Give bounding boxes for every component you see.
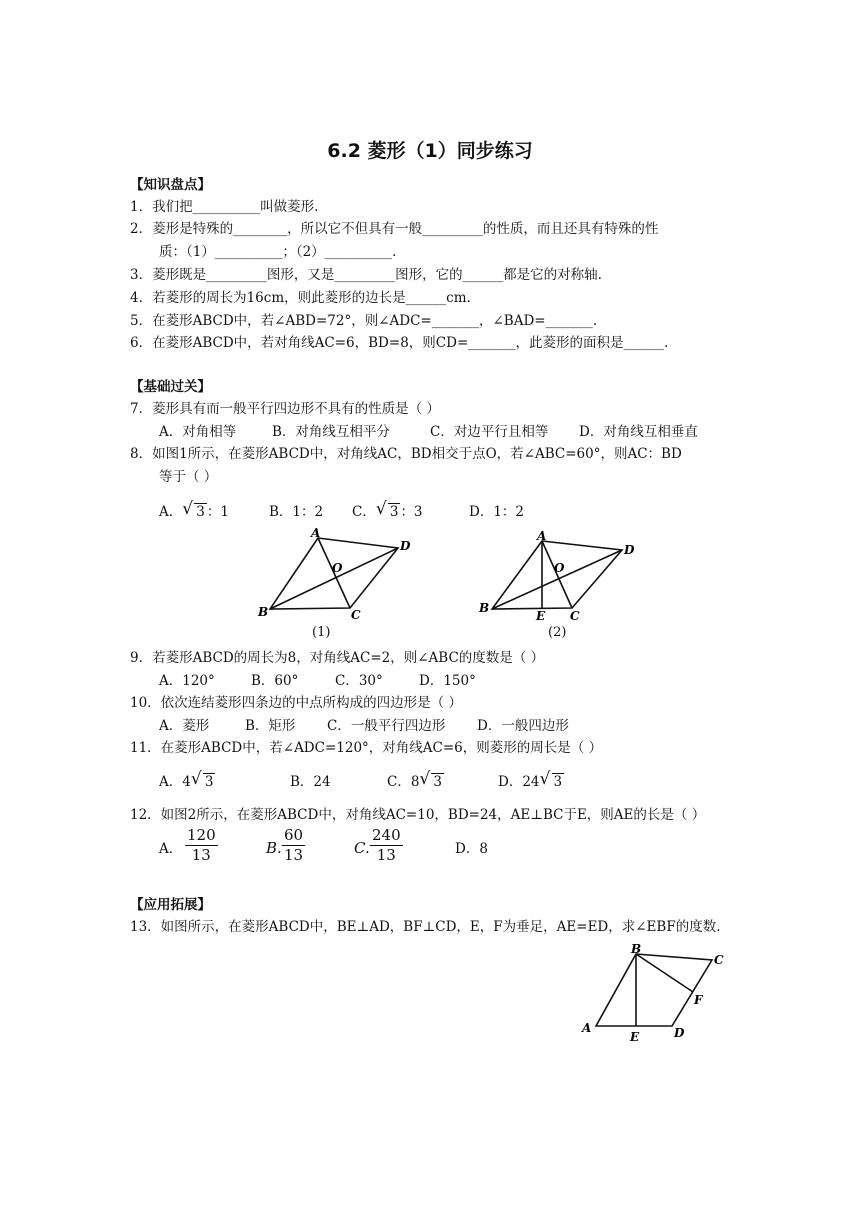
option-a-fraction: $\frac{120}{13}$ bbox=[187, 826, 216, 864]
label-d: D bbox=[624, 543, 635, 557]
option-c: C．对边平行且相等 bbox=[430, 424, 549, 440]
question-3: 3．菱形既是_________图形，又是_________图形，它的______都是它的对称轴. bbox=[130, 267, 602, 283]
sqrt-symbol: √ 3 bbox=[542, 771, 565, 793]
section-basic: 【基础过关】 bbox=[130, 379, 211, 395]
option-d: D．对角线互相垂直 bbox=[579, 424, 698, 440]
question-8-line1: 8．如图1所示，在菱形ABCD中，对角线AC，BD相交于点O，若∠ABC=60°，则AC：BD bbox=[130, 446, 682, 462]
label-o: O bbox=[332, 561, 343, 575]
option-c: C．8√ 3 bbox=[387, 771, 444, 793]
option-b: B．矩形 bbox=[245, 718, 296, 734]
label-f: F bbox=[694, 993, 703, 1007]
figure-2-rhombus bbox=[472, 528, 642, 620]
option-c: C．30° bbox=[335, 673, 383, 689]
label-c: C bbox=[351, 608, 361, 620]
option-d: D．8 bbox=[455, 841, 488, 857]
question-12-options bbox=[159, 826, 759, 872]
sqrt-symbol: √ 3 bbox=[421, 771, 444, 793]
option-a: A．4√ 3 bbox=[159, 771, 215, 793]
option-b-fraction: $\frac{60}{13}$ bbox=[284, 826, 304, 864]
label-e: E bbox=[630, 1030, 640, 1044]
option-c-fraction: $\frac{240}{13}$ bbox=[372, 826, 401, 864]
sqrt-symbol: √ 3 bbox=[378, 501, 401, 523]
option-b: B．60° bbox=[251, 673, 299, 689]
question-4: 4．若菱形的周长为16cm，则此菱形的边长是______cm. bbox=[130, 290, 471, 306]
question-8-options bbox=[159, 501, 759, 523]
option-a-prefix: A． bbox=[159, 841, 183, 857]
question-8-line2: 等于（ ） bbox=[159, 469, 218, 485]
question-10: 10．依次连结菱形四条边的中点所构成的四边形是（ ） bbox=[130, 695, 462, 711]
question-12: 12．如图2所示，在菱形ABCD中，对角线AC=10，BD=24，AE⊥BC于E，则AE的长是（ ） bbox=[130, 807, 706, 823]
figure-2-caption: (2) bbox=[548, 625, 567, 640]
option-c: C．一般平行四边形 bbox=[327, 718, 446, 734]
option-d: D．一般四边形 bbox=[477, 718, 569, 734]
label-e: E bbox=[536, 609, 546, 620]
page-title: 6.2 菱形（1）同步练习 bbox=[327, 140, 533, 162]
figure-1-rhombus bbox=[250, 528, 420, 620]
question-11: 11．在菱形ABCD中，若∠ADC=120°，对角线AC=6，则菱形的周长是（ ） bbox=[130, 740, 603, 756]
section-extend: 【应用拓展】 bbox=[130, 897, 211, 913]
question-11-options bbox=[159, 771, 759, 793]
label-d: D bbox=[400, 539, 411, 553]
option-b-prefix: B. bbox=[266, 839, 282, 857]
option-a: A．对角相等 bbox=[159, 424, 237, 440]
option-b: B．对角线互相平分 bbox=[272, 424, 390, 440]
option-a: A．√ 3 ：1 bbox=[159, 501, 229, 523]
sqrt-symbol: √ 3 bbox=[193, 771, 216, 793]
label-a: A bbox=[582, 1021, 592, 1035]
option-c-prefix: C. bbox=[354, 839, 370, 857]
question-1: 1．我们把__________叫做菱形. bbox=[130, 199, 319, 215]
label-b: B bbox=[258, 605, 269, 619]
question-10-options bbox=[159, 715, 759, 737]
question-2-line2: 质：（1）__________；（2）__________. bbox=[159, 244, 397, 260]
sqrt-symbol: √ 3 bbox=[184, 501, 207, 523]
option-d: D．24√ 3 bbox=[498, 771, 564, 793]
option-a: A．120° bbox=[159, 673, 215, 689]
question-6: 6．在菱形ABCD中，若对角线AC=6，BD=8，则CD=_______，此菱形的面积是______. bbox=[130, 335, 669, 351]
option-c: C．√ 3 ：3 bbox=[352, 501, 423, 523]
label-c: C bbox=[714, 953, 724, 967]
question-13: 13．如图所示，在菱形ABCD中，BE⊥AD，BF⊥CD，E，F为垂足，AE=ED，求∠EBF的度数. bbox=[130, 919, 721, 935]
figure-3-rhombus bbox=[576, 944, 736, 1046]
label-a: A bbox=[537, 529, 547, 543]
question-9-options bbox=[159, 670, 759, 692]
option-d: D．150° bbox=[419, 673, 476, 689]
label-b: B bbox=[631, 944, 642, 956]
question-7: 7．菱形具有而一般平行四边形不具有的性质是（ ） bbox=[130, 401, 440, 417]
question-5: 5．在菱形ABCD中，若∠ABD=72°，则∠ADC=_______，∠BAD=_______. bbox=[130, 313, 598, 329]
option-a: A．菱形 bbox=[159, 718, 210, 734]
section-knowledge: 【知识盘点】 bbox=[130, 177, 211, 193]
question-2-line1: 2．菱形是特殊的________，所以它不但具有一般_________的性质，而且还具有特殊的性 bbox=[130, 221, 659, 237]
question-9: 9．若菱形ABCD的周长为8，对角线AC=2，则∠ABC的度数是（ ） bbox=[130, 650, 545, 666]
figure-1-caption: (1) bbox=[312, 625, 331, 640]
label-a: A bbox=[311, 528, 321, 540]
label-o: O bbox=[554, 561, 565, 575]
label-d: D bbox=[674, 1026, 685, 1040]
option-b: B．24 bbox=[290, 774, 331, 790]
option-b: B．1：2 bbox=[269, 504, 324, 520]
label-c: C bbox=[570, 609, 580, 620]
label-b: B bbox=[479, 601, 490, 615]
option-d: D．1：2 bbox=[469, 504, 525, 520]
question-7-options bbox=[159, 421, 759, 443]
